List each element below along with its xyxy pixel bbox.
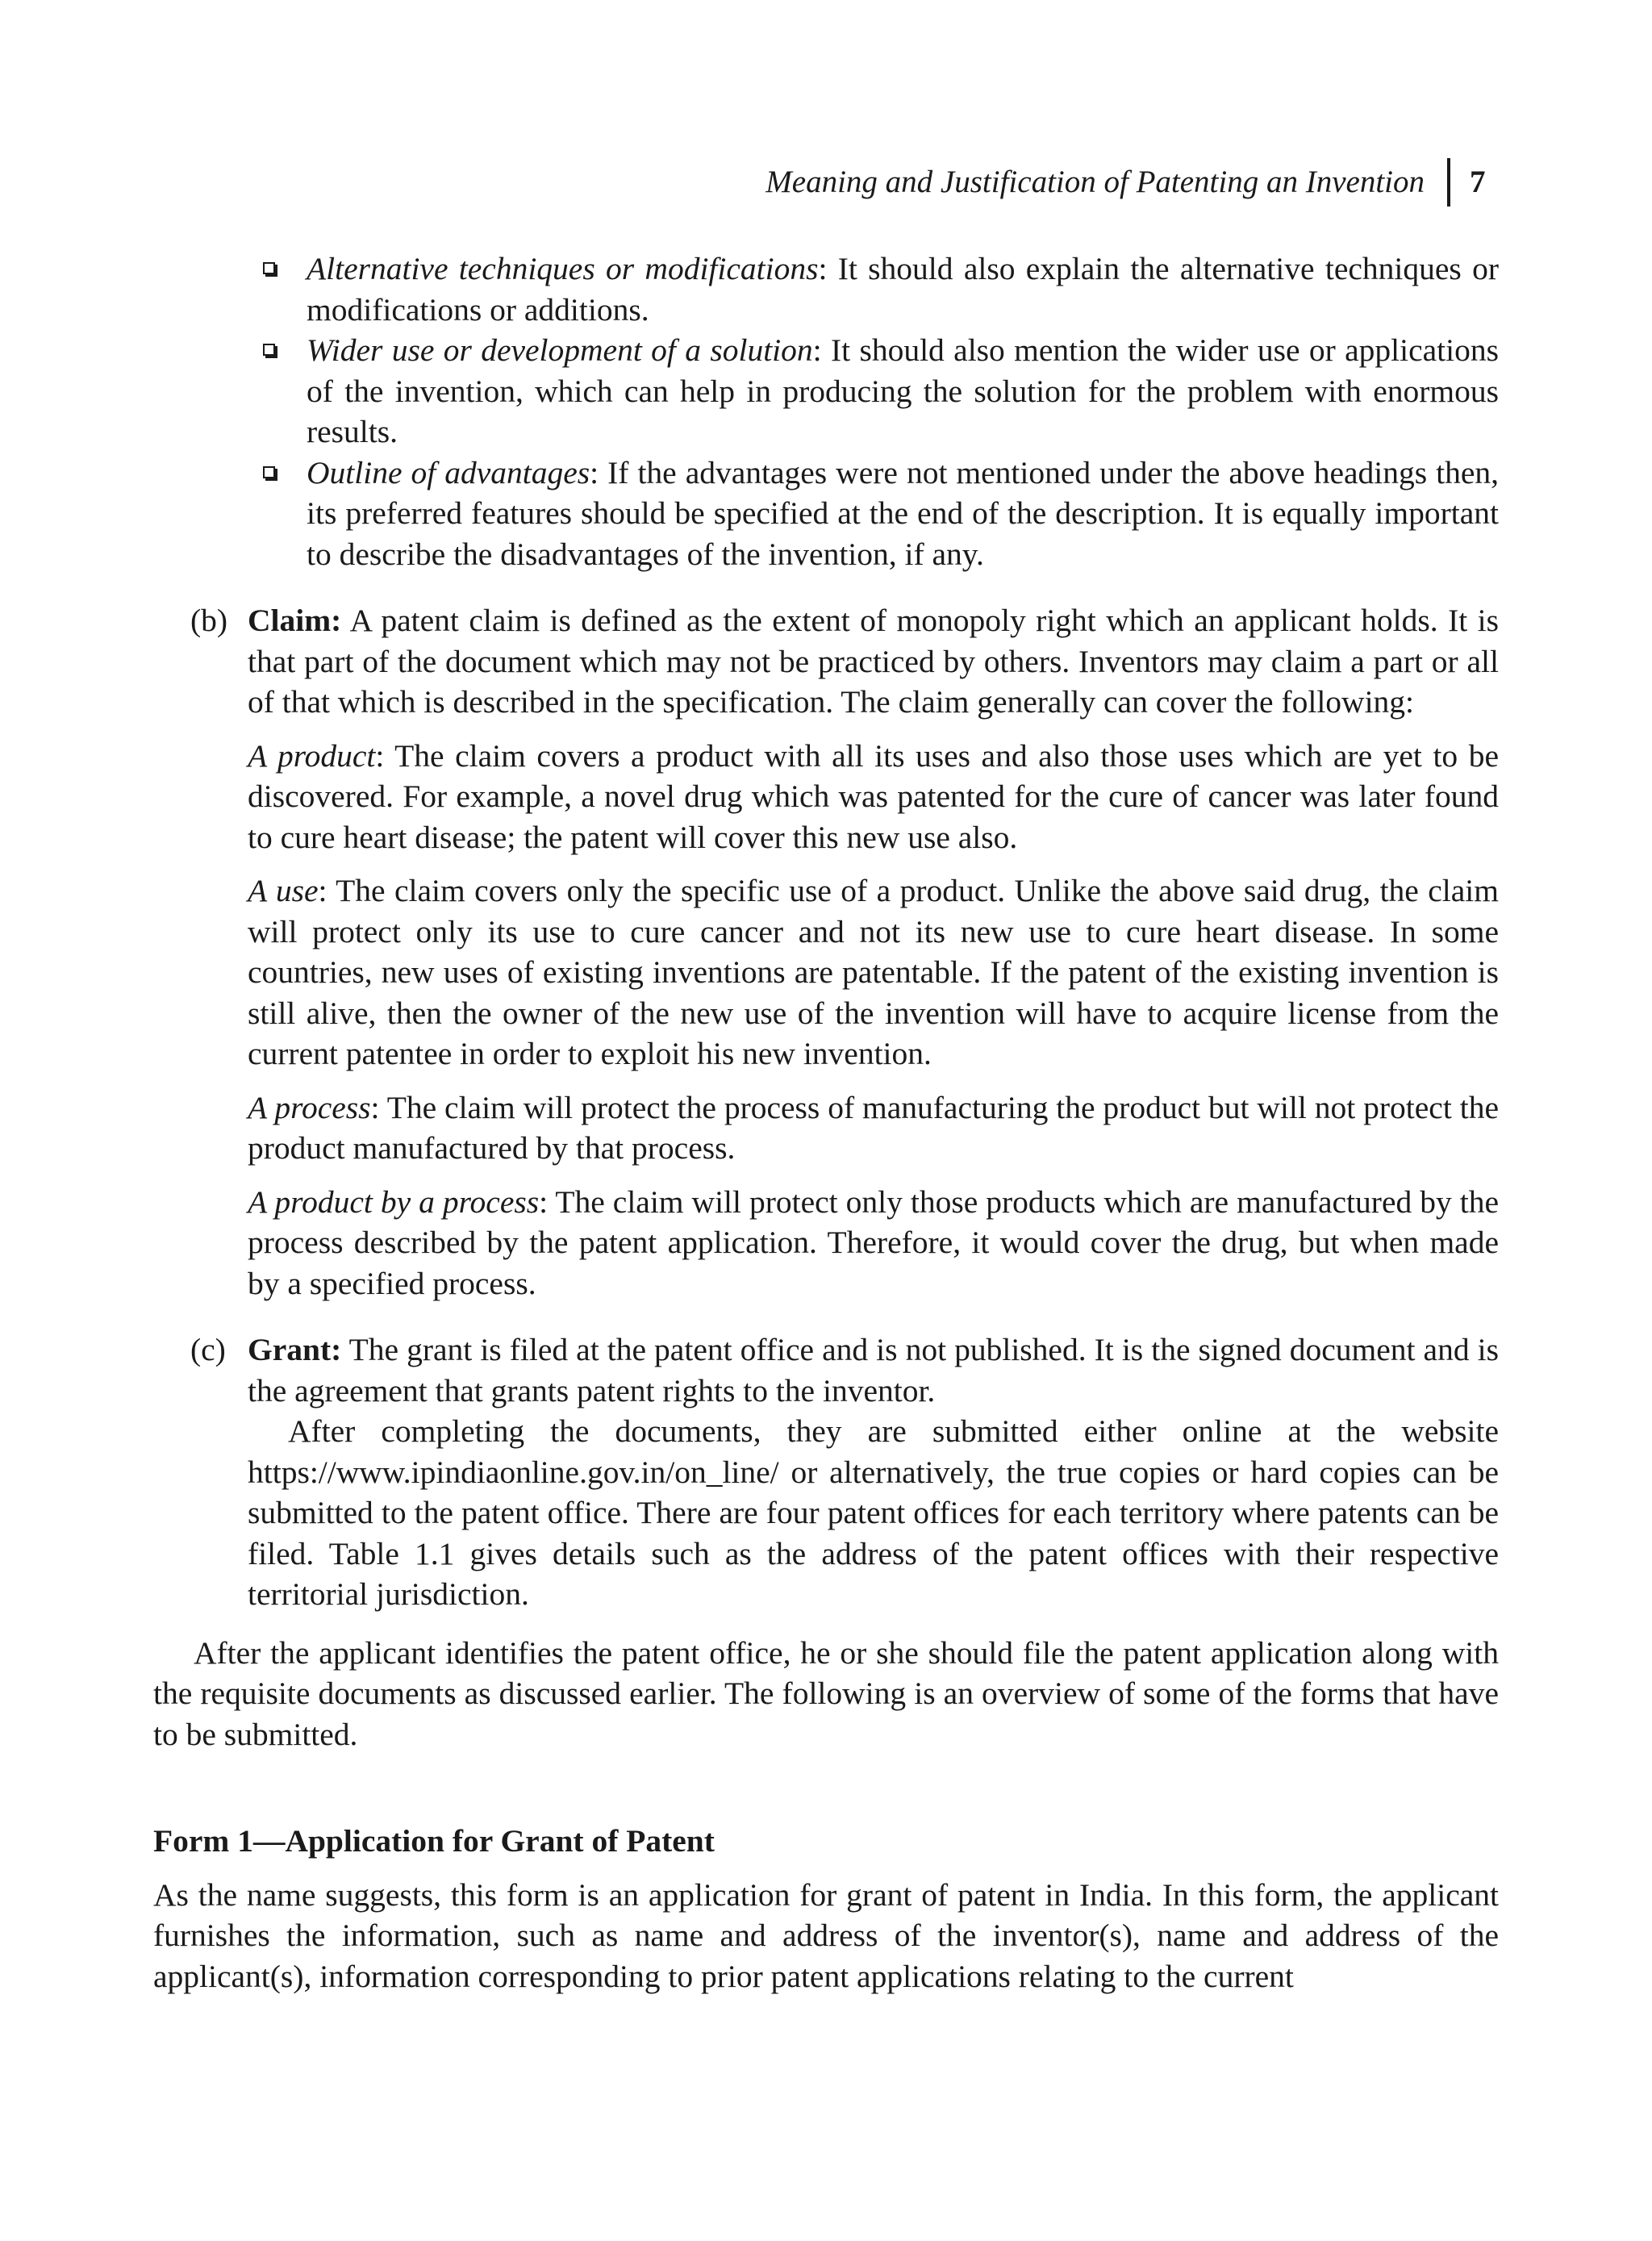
grant-intro (248, 1329, 1499, 1411)
claim-text: A patent claim is defined as the extent of monopoly right which an applicant holds. It is that part of the document which may not be practiced by others. Inventors may claim a part or all of that which is described in the specification. The claim generally can cover the following: (248, 603, 1499, 720)
claim-item-text: : The claim covers a product with all its uses and also those uses which are yet to be discovered. For example, a novel drug which was patented for the cure of cancer was later found to cure heart disease; the patent will cover this new use also. (248, 737, 1499, 855)
claim-intro (248, 600, 1499, 723)
running-title: Meaning and Justification of Patenting an Invention (766, 165, 1425, 199)
bullet-term: Alternative techniques or modifications (307, 251, 819, 286)
after-paragraph: After the applicant identifies the patent office, he or she should file the patent application along with the requisite documents as discussed earlier. The following is an overview of some of the forms that have to be submitted. (153, 1634, 1499, 1752)
claim-item (248, 1087, 1499, 1169)
bullet-item (307, 330, 1499, 453)
claim-title: Claim: (248, 603, 342, 638)
grant-title: Grant: (248, 1332, 342, 1367)
checkbox-bullet-icon (263, 262, 275, 274)
claim-label: (b) (190, 603, 228, 638)
form1-paragraph: As the name suggests, this form is an application for grant of patent in India. In this form, the applicant furnishes the information, such as name and address of the inventor(s), name and address of the applicant(s), information corresponding to prior patent applications relating to the current (153, 1876, 1499, 1994)
page-body (153, 248, 1499, 1997)
page-number: 7 (1470, 165, 1486, 199)
bullet-term: Wider use or development of a solution (307, 332, 813, 368)
claim-item-term: A use (248, 873, 319, 908)
bullet-item (307, 453, 1499, 575)
claim-item (248, 736, 1499, 858)
claim-item-text: : The claim will protect the process of manufacturing the product but will not protect the product manufactured by that process. (248, 1089, 1499, 1166)
running-header (0, 158, 1652, 207)
claim-item-text: : The claim covers only the specific use of a product. Unlike the above said drug, the claim will protect only its use to cure cancer and not its new use to cure heart disease. In some countries, new uses of existing inventions are patentable. If the patent of the existing invention is still alive, then the owner of the new use of the invention will have to acquire license from the current patentee in order to exploit his new invention. (248, 873, 1499, 1071)
header-divider (1447, 158, 1450, 207)
claim-item (248, 870, 1499, 1075)
grant-paragraph: After completing the documents, they are submitted either online at the website https://www.ipindiaonline.gov.in/on_line/ or alternatively, the true copies or hard copies can be submitted to the patent office. There are four patent offices for each territory where patents can be filed. Table 1.1 gives details such as the address of the patent offices with their respective territorial jurisdiction. (248, 1413, 1499, 1612)
grant-text: The grant is filed at the patent office and is not published. It is the signed document and is the agreement that grants patent rights to the inventor. (248, 1332, 1499, 1408)
bullet-text: : If the advantages were not mentioned under the above headings then, its preferred features should be specified at the end of the description. It is equally important to describe the disadvantages of the invention, if any. (307, 454, 1499, 572)
grant-label: (c) (190, 1332, 226, 1367)
grant-section (153, 1329, 1499, 1615)
checkbox-bullet-icon (263, 466, 275, 478)
bullet-item (307, 248, 1499, 330)
bullet-text: : It should also mention the wider use or applications of the invention, which can help in producing the solution for the problem with enormous results. (307, 332, 1499, 449)
claim-item-term: A process (248, 1089, 371, 1125)
bullet-term: Outline of advantages (307, 454, 590, 490)
claim-section (153, 600, 1499, 1304)
claim-item-term: A product (248, 737, 376, 774)
claim-item-term: A product by a process (248, 1183, 540, 1220)
claim-item (248, 1182, 1499, 1304)
claim-item-text: : The claim will protect only those products which are manufactured by the process described by the patent application. Therefore, it would cover the drug, but when made by a specified process. (248, 1183, 1499, 1301)
bullet-list (153, 248, 1499, 574)
form1-heading: Form 1—Application for Grant of Patent (153, 1823, 715, 1859)
bullet-text: : It should also explain the alternative techniques or modifications or additions. (307, 251, 1499, 328)
checkbox-bullet-icon (263, 344, 275, 356)
